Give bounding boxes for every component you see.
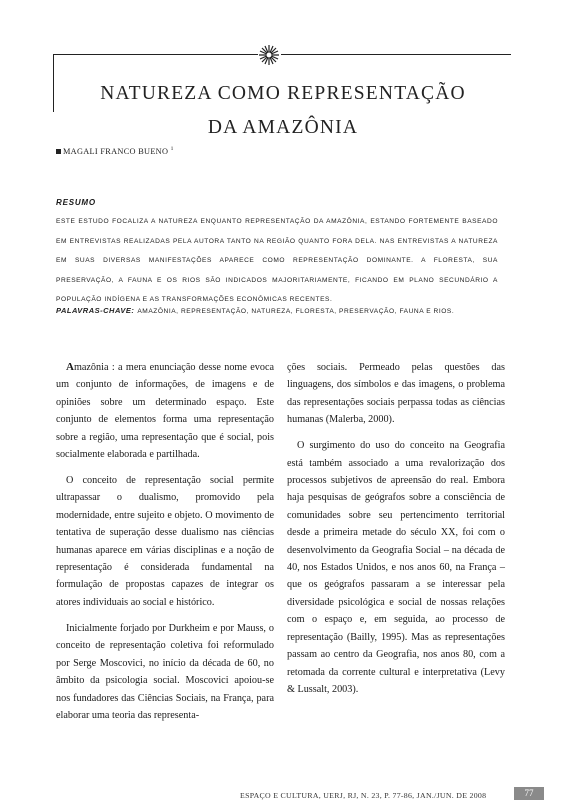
article-title-line1: NATUREZA COMO REPRESENTAÇÃO [100, 83, 466, 104]
paragraph: Inicialmente forjado por Durkheim e por Mauss, o conceito de representação coletiva foi reformulado por Serge Moscovici, no início da década de 60, no âmbito da psicologia social. Moscovici apoiou-se nos fundadores das Ciências Sociais, na França, para elaborar uma teoria das representa- [56, 622, 274, 721]
article-title-line2: DA AMAZÔNIA [207, 117, 359, 138]
abstract-text: ESTE ESTUDO FOCALIZA A NATUREZA ENQUANTO REPRESENTAÇÃO DA AMAZÔNIA, ESTANDO FORTEMENTE BASEADO EM ENTREVISTAS REALIZADAS PELA AUTORA TANTO NA REGIÃO QUANTO FORA DELA. NAS ENTREVISTAS A NATUREZA EM SUAS DIVERSAS MANIFESTAÇÕES APARECE COMO REPRESENTAÇÃO DOMINANTE. A FLORESTA, SUA PRESERVAÇÃO, A FAUNA E OS RIOS SÃO INDICADOS MAJORITARIAMENTE, FICANDO EM PLANO SECUNDÁRIO A POPULAÇÃO INDÍGENA E AS TRANSFORMAÇÕES ECONÔMICAS RECENTES. [56, 218, 498, 303]
paragraph: O conceito de representação social permite ultrapassar o dualismo, promovido pela modernidade, entre sujeito e objeto. O movimento de tentativa de superação desse dualismo nas ciências humanas aparece em várias disciplinas e a noção de representação é considerada fundamental na formulação de propostas capazes de integrar os atores individuais ao social e histórico. [56, 475, 274, 608]
header-rule-right [281, 54, 511, 55]
keywords-text: AMAZÔNIA, REPRESENTAÇÃO, NATUREZA, FLORESTA, PRESERVAÇÃO, FAUNA E RIOS. [137, 308, 455, 315]
page-number: 77 [514, 787, 544, 800]
header-rule-vertical [53, 54, 54, 112]
footer-citation: ESPAÇO E CULTURA, UERJ, RJ, N. 23, P. 77-86, JAN./JUN. DE 2008 [240, 791, 487, 800]
author-name: MAGALI FRANCO BUENO [63, 146, 169, 156]
header-rule-left [53, 54, 258, 55]
keywords-label: PALAVRAS-CHAVE: [56, 306, 135, 315]
keywords-line [56, 306, 498, 315]
paragraph-text: mazônia : a mera enunciação desse nome evoca um conjunto de informações, de imagens e de opiniões sobre um determinado espaço. Este conjunto de elementos forma uma representação sobre a região, uma representação que é social, pois socialmente elaborada e partilhada. [56, 362, 274, 461]
star-ornament-icon [258, 44, 280, 66]
drop-cap: A [66, 361, 74, 373]
author-footnote-mark: 1 [170, 146, 174, 152]
paragraph [56, 359, 274, 463]
paragraph: ções sociais. Permeado pelas questões das linguagens, dos símbolos e das imagens, o problema das representações sociais perpassa todas as ciências humanas (Malerba, 2000). [287, 362, 505, 426]
author-line [56, 146, 174, 156]
bullet-square-icon [56, 149, 61, 154]
body-column-left [56, 359, 274, 733]
abstract-heading: RESUMO [56, 198, 96, 207]
paragraph: O surgimento do uso do conceito na Geografia está também associado a uma revalorização dos processos subjetivos de apreensão do real. Embora haja pesquisas de geógrafos sobre a consciência de comunidades sobre seu pertencimento territorial desde a primeira metade do século XX, foi com o desenvolvimento da Geografia Social – na década de 40, nos Estados Unidos, e nos anos 60, na França – que os geógrafos passaram a se interessar pela diversidade psicológica e social de nossas relações com o espaço e, em seguida, ao processo de representação (Bailly, 1995). Mas as representações passam ao centro da Geografia, nos anos 80, com a retomada da corrente cultural e interpretativa (Levy & Lussalt, 2003). [287, 440, 505, 695]
body-column-right [287, 359, 505, 707]
